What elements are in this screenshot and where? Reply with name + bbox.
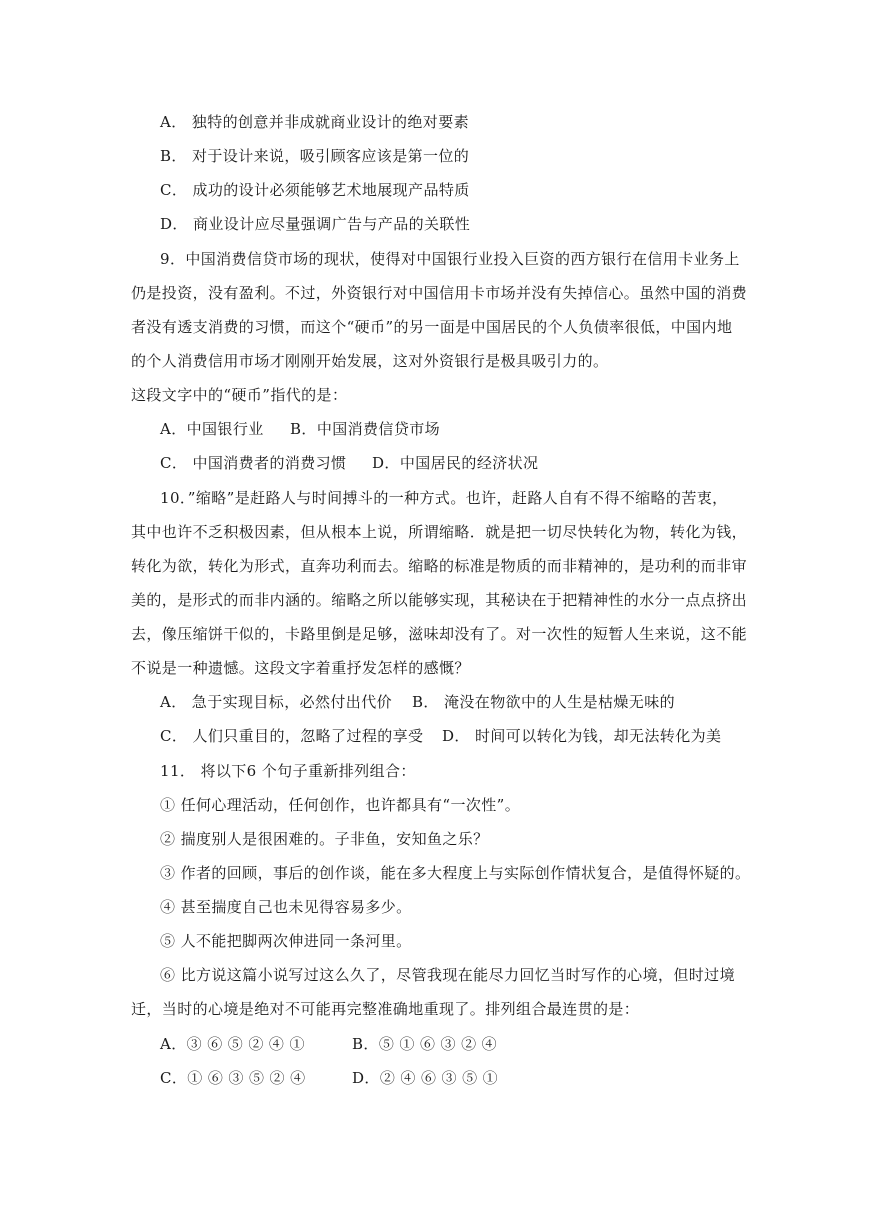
q11-sentence-6: ⑥ 比方说这篇小说写过这么久了，尽管我现在能尽力回忆当时写作的心境，但时过境	[160, 966, 735, 984]
q9-text-line: 仍是投资，没有盈利。不过，外资银行对中国信用卡市场并没有失掉信心。虽然中国的消费	[131, 284, 748, 302]
q11-sentence-2: ② 揣度别人是很困难的。子非鱼，安知鱼之乐？	[160, 830, 489, 848]
q11-option-c: C．① ⑥ ③ ⑤ ② ④	[160, 1069, 306, 1087]
q10-options-row-2	[160, 726, 721, 746]
q10-text-line: 其中也许不乏积极因素，但从根本上说，所谓缩略．就是把一切尽快转化为物，转化为钱，	[131, 523, 748, 541]
q9-option-b: B．中国消费信贷市场	[290, 420, 441, 438]
q9-text-line: 者没有透支消费的习惯，而这个“硬币”的另一面是中国居民的个人负债率很低，中国内地	[131, 318, 733, 336]
q10-options-row-1	[160, 692, 675, 712]
q11-prompt: 11． 将以下6 个句子重新排列组合：	[160, 762, 416, 780]
q8-option-b: B． 对于设计来说，吸引顾客应该是第一位的	[160, 147, 470, 165]
q10-text-line: 转化为欲，转化为形式，直奔功利而去。缩略的标准是物质的而非精神的，是功利的而非审	[131, 557, 748, 575]
q10-option-b: B． 淹没在物欲中的人生是枯燥无味的	[412, 693, 675, 711]
q8-option-a: A． 独特的创意并非成就商业设计的绝对要素	[160, 113, 470, 131]
q11-sentence-3: ③ 作者的回顾，事后的创作谈，能在多大程度上与实际创作情状复合，是值得怀疑的。	[160, 864, 751, 882]
q10-option-d: D． 时间可以转化为钱，却无法转化为美	[442, 727, 722, 745]
q9-options-row-1	[160, 419, 440, 439]
q9-option-c: C． 中国消费者的消费习惯	[160, 454, 347, 472]
q10-text-line: 美的，是形式的而非内涵的。缩略之所以能够实现，其秘诀在于把精神性的水分一点点挤出	[131, 591, 748, 609]
q11-option-a: A．③ ⑥ ⑤ ② ④ ①	[160, 1035, 305, 1053]
q11-sentence-4: ④ 甚至揣度自己也未见得容易多少。	[160, 898, 412, 916]
q11-option-d: D．② ④ ⑥ ③ ⑤ ①	[352, 1069, 499, 1087]
q11-sentence-1: ① 任何心理活动，任何创作，也许都具有“一次性”。	[160, 796, 521, 814]
q9-option-a: A．中国银行业	[160, 420, 264, 438]
q11-options-row-1	[160, 1034, 497, 1054]
q9-question: 这段文字中的“硬币”指代的是：	[131, 386, 348, 404]
q11-options-row-2	[160, 1068, 498, 1088]
q9-text-line: 的个人消费信用市场才刚刚开始发展，这对外资银行是极具吸引力的。	[131, 352, 609, 370]
q8-option-c: C． 成功的设计必须能够艺术地展现产品特质	[160, 181, 470, 199]
q11-sentence-6-cont: 迁，当时的心境是绝对不可能再完整准确地重现了。排列组合最连贯的是：	[131, 1000, 640, 1018]
q10-text-line: 去，像压缩饼干似的，卡路里倒是足够，滋味却没有了。对一次性的短暂人生来说，这不能	[131, 625, 748, 643]
q11-option-b: B．⑤ ① ⑥ ③ ② ④	[352, 1035, 498, 1053]
q9-text-line: 9．中国消费信贷市场的现状，使得对中国银行业投入巨资的西方银行在信用卡业务上	[160, 250, 740, 268]
q9-options-row-2	[160, 453, 538, 473]
q10-option-c: C． 人们只重目的，忽略了过程的享受	[160, 727, 424, 745]
q11-sentence-5: ⑤ 人不能把脚两次伸进同一条河里。	[160, 932, 412, 950]
q10-text-line: 不说是一种遗憾。这段文字着重抒发怎样的感慨？	[131, 659, 470, 677]
q9-option-d: D．中国居民的经济状况	[372, 454, 539, 472]
q10-option-a: A． 急于实现目标，必然付出代价	[160, 693, 393, 711]
q10-text-line: 10．”缩略”是赶路人与时间搏斗的一种方式。也许，赶路人自有不得不缩略的苦衷，	[160, 489, 728, 507]
q8-option-d: D． 商业设计应尽量强调广告与产品的关联性	[160, 215, 471, 233]
